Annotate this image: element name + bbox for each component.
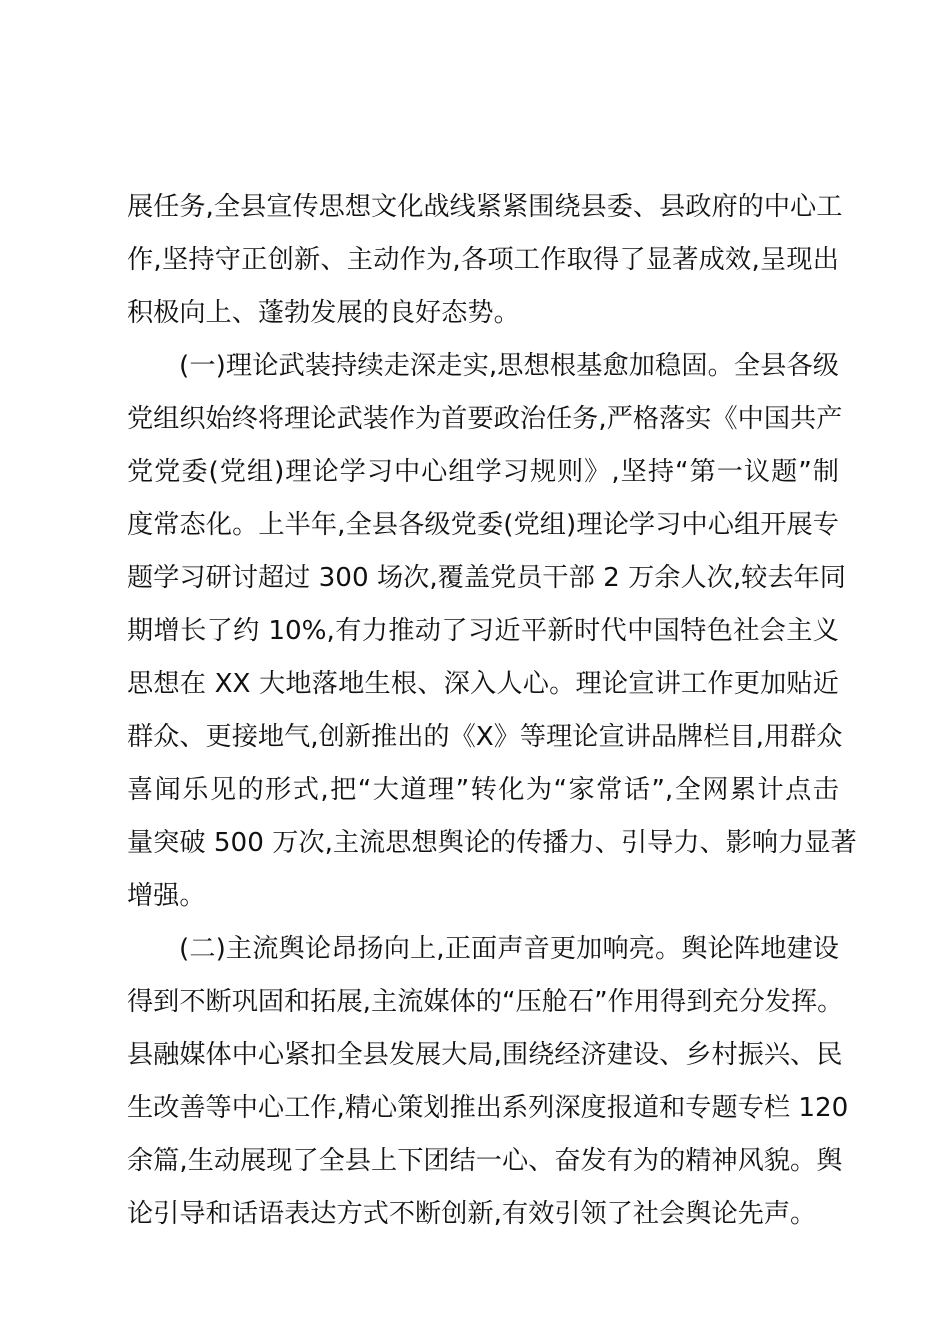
text-line: 作,坚持守正创新、主动作为,各项工作取得了显著成效,呈现出 (127, 245, 839, 275)
text-line: 论引导和话语表达方式不断创新,有效引领了社会舆论先声。 (127, 1199, 817, 1229)
paragraph-intro (127, 181, 843, 340)
document-body (127, 181, 857, 1241)
text-line: 度常态化。上半年,全县各级党委(党组)理论学习中心组开展专 (127, 510, 839, 540)
text-line: 增强。 (127, 881, 206, 911)
text-line: 思想在 XX 大地落地生根、深入人心。理论宣讲工作更加贴近 (127, 669, 839, 699)
text-line: 党党委(党组)理论学习中心组学习规则》,坚持“第一议题”制 (127, 457, 839, 487)
section-heading-line: (一)理论武装持续走深走实,思想根基愈加稳固。全县各级 (179, 351, 839, 381)
text-line: 生改善等中心工作,精心策划推出系列深度报道和专题专栏 120 (127, 1093, 849, 1123)
paragraph-section-1 (127, 340, 857, 923)
text-line: 量突破 500 万次,主流思想舆论的传播力、引导力、影响力显著 (127, 828, 857, 858)
text-line: 余篇,生动展现了全县上下团结一心、奋发有为的精神风貌。舆 (127, 1146, 843, 1176)
text-line: 积极向上、蓬勃发展的良好态势。 (127, 298, 520, 328)
section-heading-line: (二)主流舆论昂扬向上,正面声音更加响亮。舆论阵地建设 (179, 934, 839, 964)
text-line: 期增长了约 10%,有力推动了习近平新时代中国特色社会主义 (127, 616, 839, 646)
text-line: 题学习研讨超过 300 场次,覆盖党员干部 2 万余人次,较去年同 (127, 563, 846, 593)
text-line: 群众、更接地气,创新推出的《X》等理论宣讲品牌栏目,用群众 (127, 722, 843, 752)
text-line: 喜闻乐见的形式,把“大道理”转化为“家常话”,全网累计点击 (127, 775, 839, 805)
text-line: 县融媒体中心紧扣全县发展大局,围绕经济建设、乡村振兴、民 (127, 1040, 843, 1070)
text-line: 展任务,全县宣传思想文化战线紧紧围绕县委、县政府的中心工 (127, 192, 843, 222)
paragraph-section-2 (127, 923, 849, 1241)
text-line: 得到不断巩固和拓展,主流媒体的“压舱石”作用得到充分发挥。 (127, 987, 844, 1017)
text-line: 党组织始终将理论武装作为首要政治任务,严格落实《中国共产 (127, 404, 843, 434)
